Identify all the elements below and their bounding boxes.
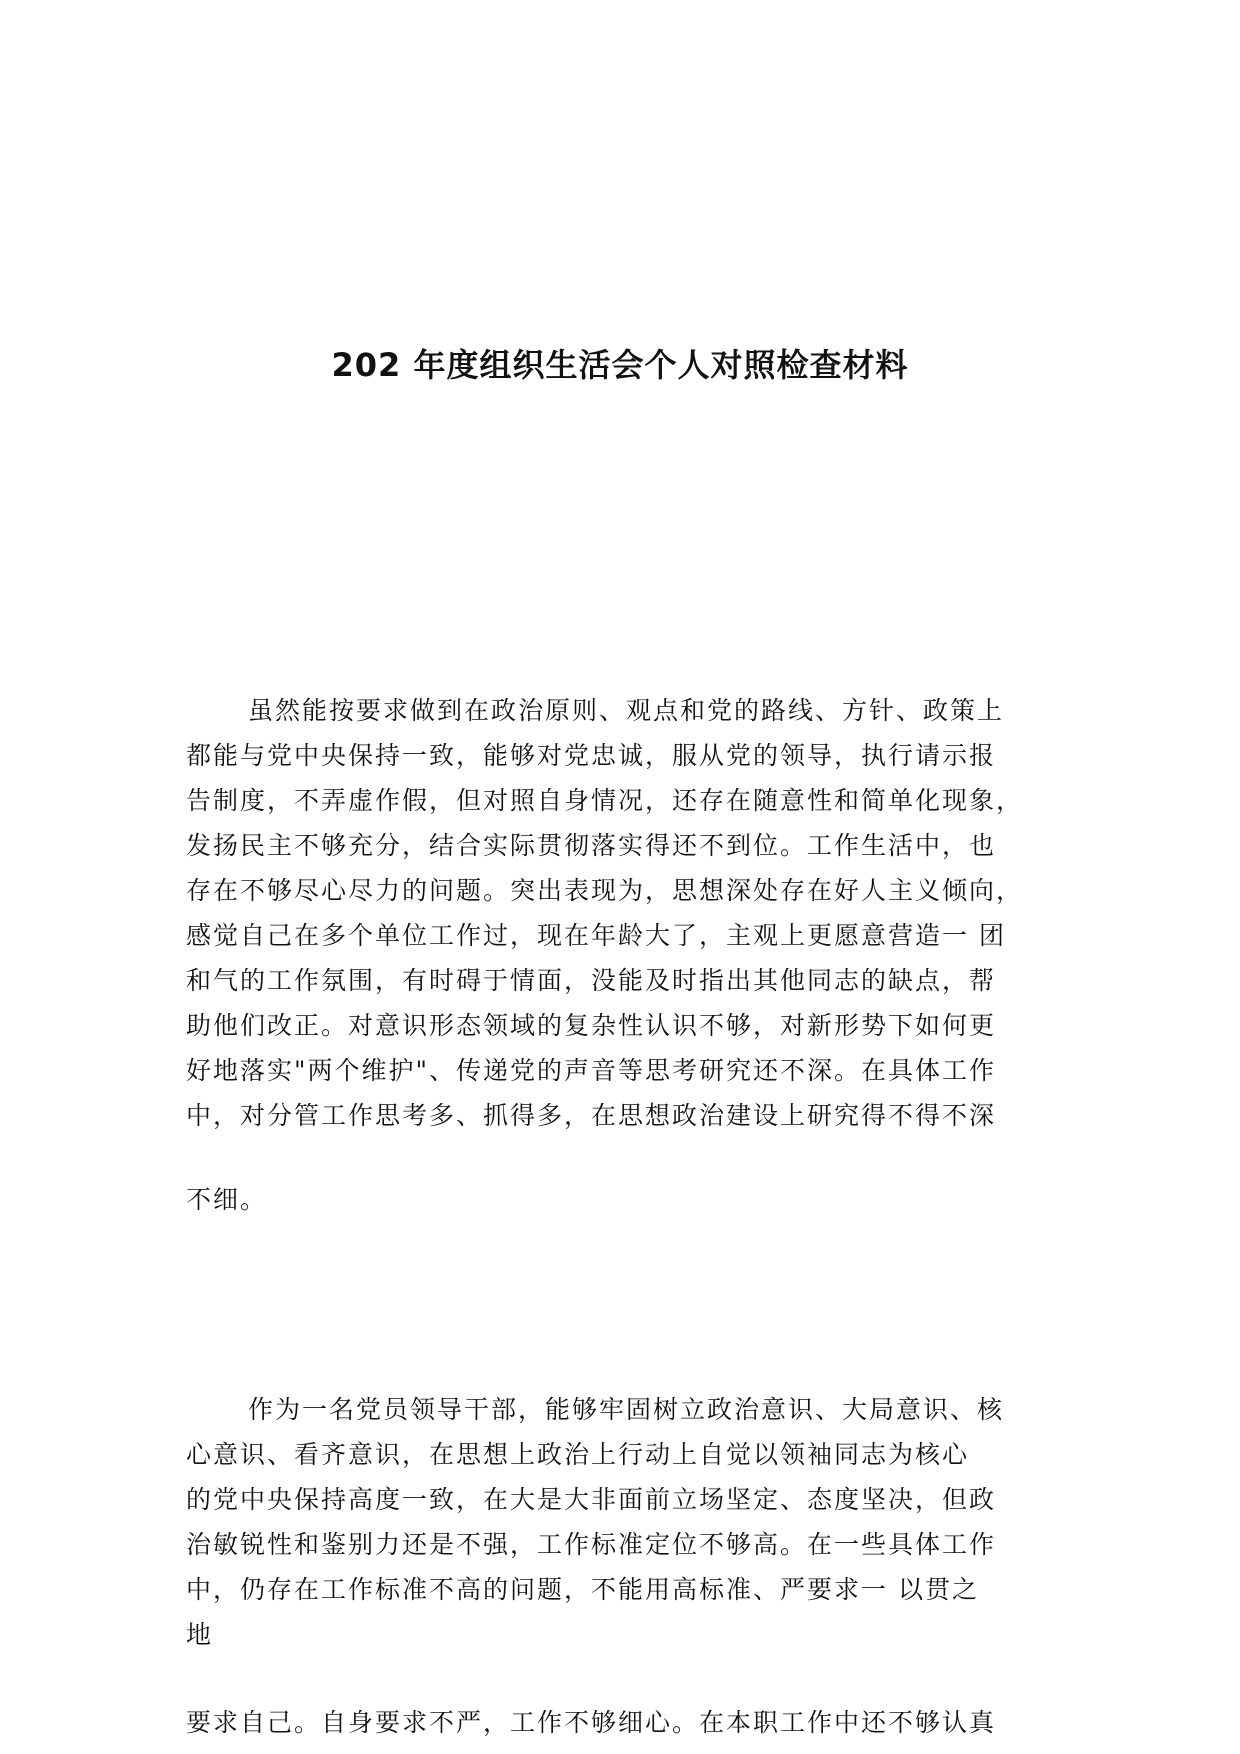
paragraph-line: 治敏锐性和鉴别力还是不强，工作标准定位不够高。在一些具体工作: [186, 1530, 997, 1559]
paragraph-2-tail: [186, 1700, 1086, 1745]
page-title: 202 年度组织生活会个人对照检查材料: [331, 346, 909, 384]
paragraph-line: 好地落实"两个维护"、传递党的声音等思考研究还不深。在具体工作: [186, 1056, 997, 1085]
paragraph-line: 心意识、看齐意识，在思想上政治上行动上自觉以领袖同志为核心: [186, 1440, 970, 1469]
paragraph-line: 和气的工作氛围，有时碍于情面，没能及时指出其他同志的缺点，帮: [186, 966, 997, 995]
paragraph-line: 都能与党中央保持一致，能够对党忠诚，服从党的领导，执行请示报: [186, 741, 997, 770]
paragraph-line: 中，仍存在工作标准不高的问题，不能用高标准、严要求一 以贯之: [186, 1575, 979, 1604]
paragraph-line: 虽然能按要求做到在政治原则、观点和党的路线、方针、政策上: [248, 696, 1005, 725]
paragraph-line: 中，对分管工作思考多、抓得多，在思想政治建设上研究得不得不深: [186, 1101, 997, 1130]
paragraph-2: [186, 1387, 1086, 1657]
paragraph-line: 告制度，不弄虚作假，但对照自身情况，还存在随意性和简单化现象，: [186, 786, 1024, 815]
paragraph-1-tail: [186, 1177, 1086, 1222]
paragraph-line: 地: [186, 1620, 214, 1649]
paragraph-line: 发扬民主不够充分，结合实际贯彻落实得还不到位。工作生活中，也: [186, 831, 997, 860]
paragraph-line: 作为一名党员领导干部，能够牢固树立政治意识、大局意识、核: [248, 1395, 1005, 1424]
paragraph-1: [186, 688, 1086, 1138]
paragraph-line: 助他们改正。对意识形态领域的复杂性认识不够，对新形势下如何更: [186, 1011, 997, 1040]
paragraph-line: 感觉自己在多个单位工作过，现在年龄大了，主观上更愿意营造一 团: [186, 921, 1006, 950]
paragraph-line: 的党中央保持高度一致，在大是大非面前立场坚定、态度坚决，但政: [186, 1485, 997, 1514]
paragraph-line: 不细。: [186, 1185, 268, 1214]
paragraph-line: 存在不够尽心尽力的问题。突出表现为，思想深处存在好人主义倾向，: [186, 876, 1024, 905]
paragraph-line: 要求自己。自身要求不严，工作不够细心。在本职工作中还不够认真: [186, 1708, 997, 1737]
